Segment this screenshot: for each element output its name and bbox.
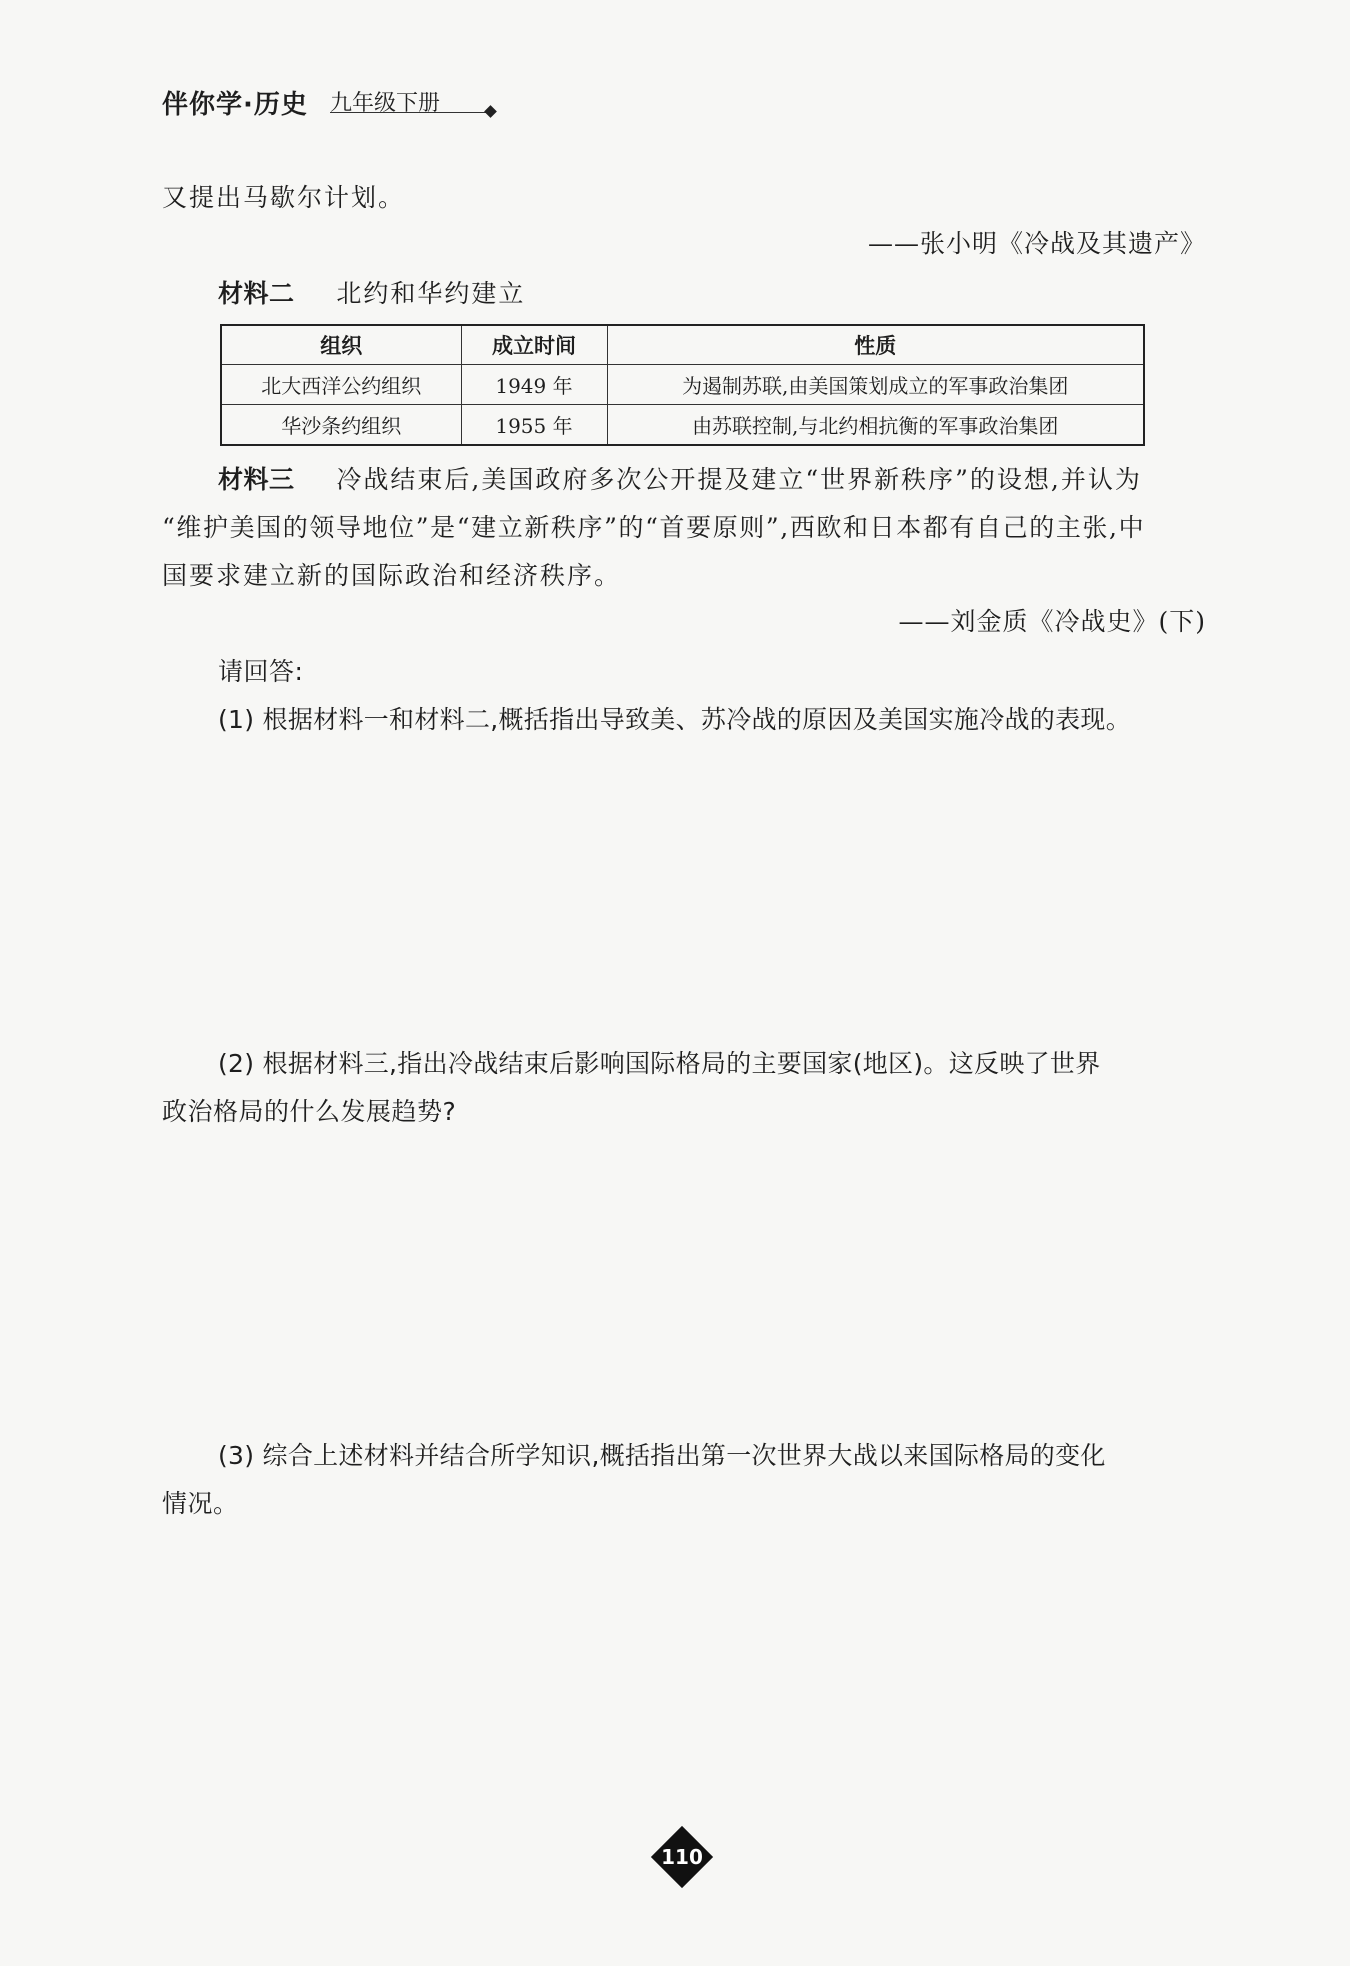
table-cell: 为遏制苏联,由美国策划成立的军事政治集团: [607, 365, 1144, 405]
material2-label: 材料二: [218, 279, 295, 308]
page-number-badge: [650, 1825, 714, 1889]
material3-label: 材料三: [218, 465, 295, 494]
book-brand: 伴你学·历史: [162, 90, 308, 120]
question-3-line2: 情况。: [162, 1489, 239, 1518]
table-header-cell: 组织: [221, 325, 461, 365]
table-header-cell: 成立时间: [461, 325, 607, 365]
answer-prompt: 请回答:: [218, 657, 304, 686]
table-header-row: [221, 325, 1144, 365]
table-cell: 华沙条约组织: [221, 404, 461, 445]
question-1: (1) 根据材料一和材料二,概括指出导致美、苏冷战的原因及美国实施冷战的表现。: [218, 705, 1132, 734]
question-3-line1: (3) 综合上述材料并结合所学知识,概括指出第一次世界大战以来国际格局的变化: [218, 1441, 1106, 1470]
material2-heading: [218, 270, 525, 318]
material2-title: 北约和华约建立: [336, 279, 526, 308]
material3-text-line1: 冷战结束后,美国政府多次公开提及建立“世界新秩序”的设想,并认为: [336, 465, 1142, 494]
table-cell: 1949 年: [461, 365, 607, 405]
table-cell: 1955 年: [461, 404, 607, 445]
material3-text-line2: “维护美国的领导地位”是“建立新秩序”的“首要原则”,西欧和日本都有自己的主张,中: [162, 513, 1146, 542]
book-subtitle: 九年级下册: [330, 91, 441, 116]
alliance-table: [220, 324, 1145, 446]
question-2-line2: 政治格局的什么发展趋势?: [162, 1097, 457, 1126]
table-header-cell: 性质: [607, 325, 1144, 365]
material3-text-line3: 国要求建立新的国际政治和经济秩序。: [162, 561, 622, 590]
table-cell: 由苏联控制,与北约相抗衡的军事政治集团: [607, 404, 1144, 445]
material3-line1: [218, 456, 1208, 504]
diamond-icon: [484, 105, 497, 118]
table-row: [221, 365, 1144, 405]
header-rule: [330, 112, 490, 113]
material1-text-tail: 又提出马歇尔计划。: [162, 183, 406, 212]
material1-source: ——张小明《冷战及其遗产》: [867, 229, 1206, 258]
question-2-line1: (2) 根据材料三,指出冷战结束后影响国际格局的主要国家(地区)。这反映了世界: [218, 1049, 1101, 1078]
material3-source: ——刘金质《冷战史》(下): [898, 607, 1206, 636]
page-number: 110: [661, 1845, 703, 1869]
table-row: [221, 404, 1144, 445]
table-cell: 北大西洋公约组织: [221, 365, 461, 405]
